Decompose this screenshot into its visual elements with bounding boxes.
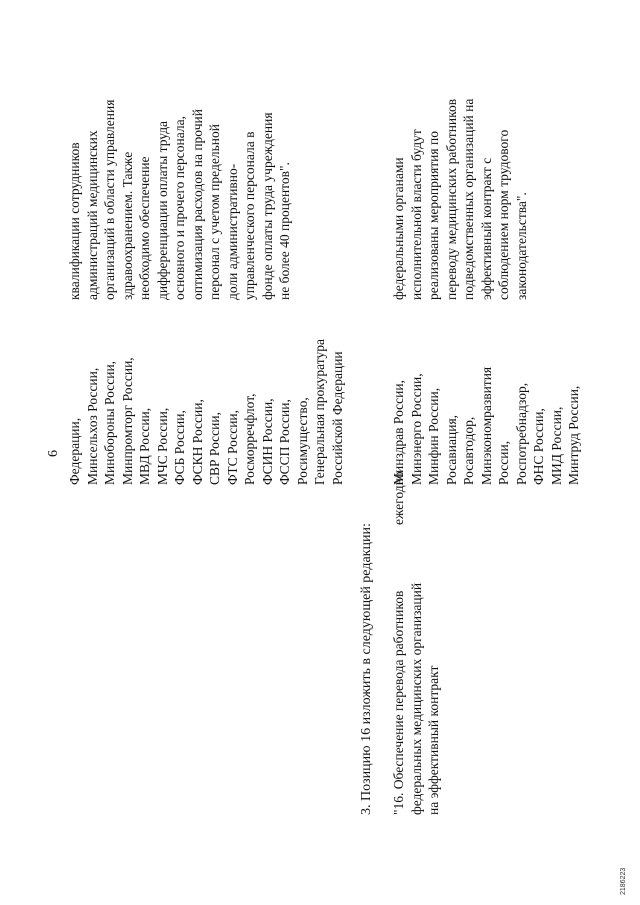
description-line: управленческого персонала в [242, 131, 257, 300]
description-line: доли административно- [224, 163, 240, 300]
document-code: 2186223 [620, 867, 627, 895]
agency-line: Российской Федерации [329, 351, 345, 485]
position-name-line: на эффективный контракт [426, 665, 441, 815]
agency-line: Росавтодор, [461, 416, 476, 485]
agency-line: ФТС России, [224, 409, 240, 485]
description-line: реализованы мероприятия по [426, 131, 441, 300]
description-line: персонал с учетом предельной [207, 124, 222, 300]
agency-line: Минэкономразвития [478, 366, 494, 485]
description-line: исполнительной власти будут [408, 129, 424, 300]
agency-line: ФСКН России, [189, 399, 205, 485]
agency-line: ФНС России, [531, 408, 546, 485]
description-line: основного и прочего персонала, [172, 116, 187, 300]
description-line: фонде оплаты труда учреждения [259, 112, 275, 300]
description-line: организаций в области управления [102, 99, 117, 300]
agency-line: ФСБ России, [172, 410, 187, 485]
description-line: не более 40 процентов". [277, 162, 292, 300]
position-name-line: федеральных медицинских организаций [408, 582, 424, 815]
description-line: законодательства". [513, 192, 529, 300]
agency-line: Минфин России, [426, 387, 441, 485]
agency-line: СВР России, [207, 412, 222, 485]
bottom-description-text [390, 99, 530, 300]
bottom-agencies-list [390, 367, 583, 485]
description-line: соблюдением норм трудового [496, 129, 511, 300]
section-heading: 3. Позицию 16 изложить в следующей редакции: [359, 523, 374, 815]
agency-line: Минздрав России, [391, 380, 406, 485]
agency-line: МВД России, [137, 407, 152, 485]
agency-line: Минэнерго России, [408, 373, 424, 485]
description-line: дифференциации оплаты труда [154, 120, 170, 300]
top-description-text [66, 100, 294, 300]
agency-line: МИД России, [548, 406, 564, 485]
description-line: администраций медицинских [84, 130, 100, 300]
description-line: здравоохранением. Также [119, 151, 135, 300]
position-name-line: "16. Обеспечение перевода работников [391, 590, 406, 815]
description-line: переводу медицинских работников [443, 98, 459, 300]
description-line: федеральными органами [391, 157, 406, 300]
agency-line: Росимущество, [294, 397, 310, 485]
top-agencies-list [66, 339, 346, 485]
agency-line: Росморречфлот, [242, 393, 257, 485]
agency-line: Росавиация, [443, 414, 459, 485]
description-line: необходимо обеспечение [137, 156, 152, 300]
position-name [390, 583, 443, 815]
agency-line: ФССП России, [277, 399, 292, 485]
description-line: эффективный контракт с [478, 157, 494, 300]
agency-line: МЧС России, [154, 407, 170, 485]
agency-line: Роспотребнадзор, [513, 382, 529, 485]
position-term: ежегодно [391, 471, 406, 525]
description-line: квалификации сотрудников [67, 142, 82, 300]
description-line: подведомственных организаций на [461, 98, 476, 300]
agency-line: Минобороны России, [102, 360, 117, 485]
description-line: оптимизация расходов на прочий [189, 109, 205, 300]
page-number: 6 [46, 450, 61, 457]
agency-line: Минтруд России, [566, 385, 581, 485]
agency-line: Федерации, [67, 417, 82, 485]
agency-line: Минпромторг России, [119, 357, 135, 485]
agency-line: Генеральная прокуратура [312, 339, 327, 485]
agency-line: Минсельхоз России, [84, 367, 100, 485]
agency-line: ФСИН России, [259, 398, 275, 485]
agency-line: России, [496, 440, 511, 485]
